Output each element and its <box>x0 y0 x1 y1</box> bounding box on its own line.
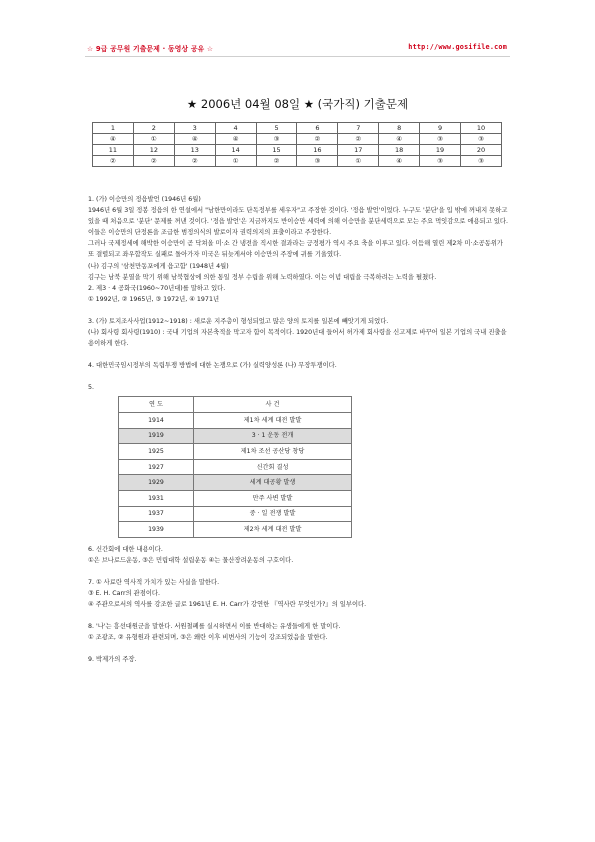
q7-text: ③ E. H. Carr의 관점이다. <box>88 590 160 598</box>
q5-text: 5. <box>88 384 95 392</box>
event-year-cell: 1914 <box>119 413 194 429</box>
event-year-cell: 1925 <box>119 444 194 460</box>
answer-number-cell: 6 <box>297 123 338 134</box>
event-year-cell: 1929 <box>119 475 194 491</box>
event-description-cell: 제1차 세계 대전 발발 <box>194 413 352 429</box>
header-divider <box>85 56 510 57</box>
q7-text: 7. ① 사료란 역사적 가치가 있는 사실을 말한다. <box>88 578 220 586</box>
header-banner-text: ☆ 9급 공무원 기출문제 · 동영상 공유 ☆ <box>87 45 214 53</box>
q1-subheading: (나) 김구의 '삼천만동포에게 읍고함' (1948년 4월) <box>88 262 229 270</box>
event-row <box>119 506 352 522</box>
event-year-cell: 1931 <box>119 490 194 506</box>
event-row <box>119 522 352 538</box>
q8-text: ① 조광조, ② 유형원과 관련되며, ③은 왜란 이후 비변사의 기능이 강조되었음을 말한다. <box>88 634 328 642</box>
answer-value-row <box>93 156 502 167</box>
answer-value-cell: ③ <box>297 156 338 167</box>
answer-number-cell: 1 <box>93 123 134 134</box>
explanation-body <box>88 194 510 666</box>
event-row <box>119 428 352 444</box>
q7-text: ④ 주관으로서의 역사를 강조한 글로 1961년 E. H. Carr가 강연한 『역사란 무엇인가?』의 일부이다. <box>88 601 367 609</box>
q6-text: 6. 신간회에 대한 내용이다. <box>88 545 163 553</box>
event-row <box>119 444 352 460</box>
answer-value-cell: ② <box>133 156 174 167</box>
q9-text: 9. 박제가의 주장. <box>88 656 137 664</box>
q3-text: 3. (가) 토지조사사업(1912~1918) : 새로운 지주층이 형성되었고 많은 양의 토지를 일본에 빼앗기게 되었다. <box>88 317 389 325</box>
q1-paragraph: 김구는 남북 분열을 막기 위해 남북협상에 의한 통일 정부 수립을 위해 노력하였다. 이는 이념 대립을 극복하려는 노력을 펼쳤다. <box>88 273 437 281</box>
answer-number-cell: 11 <box>93 145 134 156</box>
answer-value-cell: ② <box>174 156 215 167</box>
events-table <box>118 396 352 537</box>
answer-number-cell: 19 <box>420 145 461 156</box>
answer-number-cell: 18 <box>379 145 420 156</box>
answer-number-cell: 4 <box>215 123 256 134</box>
q3-text: (나) 회사령 회사령(1910) : 국내 기업의 자본축적을 막고자 함이 목적이다. 1920년대 들어서 허가제 회사령을 신고제로 바꾸어 일본 기업의 국내 진출을 용이하게 한다. <box>88 329 507 348</box>
answer-number-cell: 2 <box>133 123 174 134</box>
answer-value-cell: ③ <box>420 156 461 167</box>
event-column-header: 사 건 <box>194 397 352 413</box>
q2-options: ① 1992년, ② 1965년, ③ 1972년, ④ 1971년 <box>88 295 220 303</box>
answer-value-row <box>93 134 502 145</box>
event-year-cell: 1927 <box>119 459 194 475</box>
event-row <box>119 459 352 475</box>
event-row <box>119 413 352 429</box>
answer-number-cell: 7 <box>338 123 379 134</box>
answer-number-cell: 17 <box>338 145 379 156</box>
answer-number-cell: 9 <box>420 123 461 134</box>
answer-number-cell: 8 <box>379 123 420 134</box>
answer-value-cell: ② <box>338 134 379 145</box>
event-description-cell: 3 · 1 운동 전개 <box>194 428 352 444</box>
answer-number-cell: 12 <box>133 145 174 156</box>
answer-number-cell: 13 <box>174 145 215 156</box>
answer-value-cell: ④ <box>174 134 215 145</box>
page-title: ★ 2006년 04월 08일 ★ (국가직) 기출문제 <box>186 97 409 111</box>
q8-text: 8. '나'는 흥선대원군을 말한다. 서원철폐를 실시하면서 이를 반대하는 유생들에게 한 말이다. <box>88 623 341 631</box>
answer-number-row <box>93 145 502 156</box>
answer-number-cell: 14 <box>215 145 256 156</box>
event-description-cell: 신간회 결성 <box>194 459 352 475</box>
event-description-cell: 제1차 조선 공산당 창당 <box>194 444 352 460</box>
answer-number-cell: 16 <box>297 145 338 156</box>
answer-value-cell: ① <box>133 134 174 145</box>
answer-value-cell: ② <box>93 156 134 167</box>
answer-value-cell: ④ <box>379 134 420 145</box>
q1-paragraph: 1946년 6월 3일 정봉 정읍의 한 연설에서 "남한만이라도 단독정부를 세우자"고 주장한 것이다. '정읍 발언'이었다. 누구도 '분단'을 입 밖에 꺼내지 못하고 있을 때 처음으로 '분단' 문제를 꺼낸 것이다. '정읍 발언'은 지금까지도 반이승만 세력에 의해 이승만을 분단세력으로 모는 주요 먹잇감으로 애용되고 있다. 이들은 이승만의 단정론을 조급한 범정의식의 발로이자 권력의지의 표출이라고 주장한다. <box>88 207 509 237</box>
answer-number-cell: 5 <box>256 123 297 134</box>
answer-value-cell: ① <box>215 156 256 167</box>
event-row <box>119 490 352 506</box>
event-description-cell: 세계 대공황 발생 <box>194 475 352 491</box>
answer-value-cell: ② <box>297 134 338 145</box>
q1-paragraph: 그러나 국제정세에 해박한 이승만이 곧 닥쳐올 미·소 간 냉전을 직시한 결과라는 긍정평가 역시 주요 축을 이루고 있다. 이듬해 열린 제2차 미·소공동위가 또 결렬되고 좌우합작도 실패로 돌아가자 미국은 뒤늦게서야 이승만의 주장에 귀를 기울였다. <box>88 240 504 259</box>
answer-value-cell: ③ <box>420 134 461 145</box>
q4-text: 4. 대한민국임시정부의 독립투쟁 방법에 대한 논쟁으로 (가) 실력양성론 (나) 무장투쟁이다. <box>88 362 337 370</box>
answer-number-row <box>93 123 502 134</box>
answer-number-cell: 15 <box>256 145 297 156</box>
event-year-cell: 1919 <box>119 428 194 444</box>
answer-value-cell: ③ <box>256 134 297 145</box>
event-year-cell: 1939 <box>119 522 194 538</box>
answer-value-cell: ④ <box>93 134 134 145</box>
answer-number-cell: 20 <box>461 145 502 156</box>
header-url-link[interactable]: http://www.gosifile.com <box>408 43 507 51</box>
event-description-cell: 제2차 세계 대전 발발 <box>194 522 352 538</box>
answer-number-cell: 10 <box>461 123 502 134</box>
q6-text: ①은 브나로드운동, ③은 민립대학 설립운동 ④는 물산장려운동의 구호이다. <box>88 556 294 564</box>
answer-value-cell: ③ <box>461 156 502 167</box>
answer-value-cell: ④ <box>215 134 256 145</box>
answer-value-cell: ② <box>256 156 297 167</box>
year-column-header: 연 도 <box>119 397 194 413</box>
answer-value-cell: ④ <box>379 156 420 167</box>
events-header-row <box>119 397 352 413</box>
q2-text: 2. 제3 · 4 공화국(1960~70년대)를 말하고 있다. <box>88 284 226 292</box>
event-description-cell: 중 · 일 전쟁 발발 <box>194 506 352 522</box>
answer-value-cell: ① <box>338 156 379 167</box>
event-description-cell: 만주 사변 발발 <box>194 490 352 506</box>
answer-value-cell: ③ <box>461 134 502 145</box>
answer-number-cell: 3 <box>174 123 215 134</box>
answer-key-table <box>92 122 502 167</box>
q1-heading: 1. (가) 이승만의 정읍발언 (1946년 6월) <box>88 196 201 203</box>
event-year-cell: 1937 <box>119 506 194 522</box>
event-row <box>119 475 352 491</box>
